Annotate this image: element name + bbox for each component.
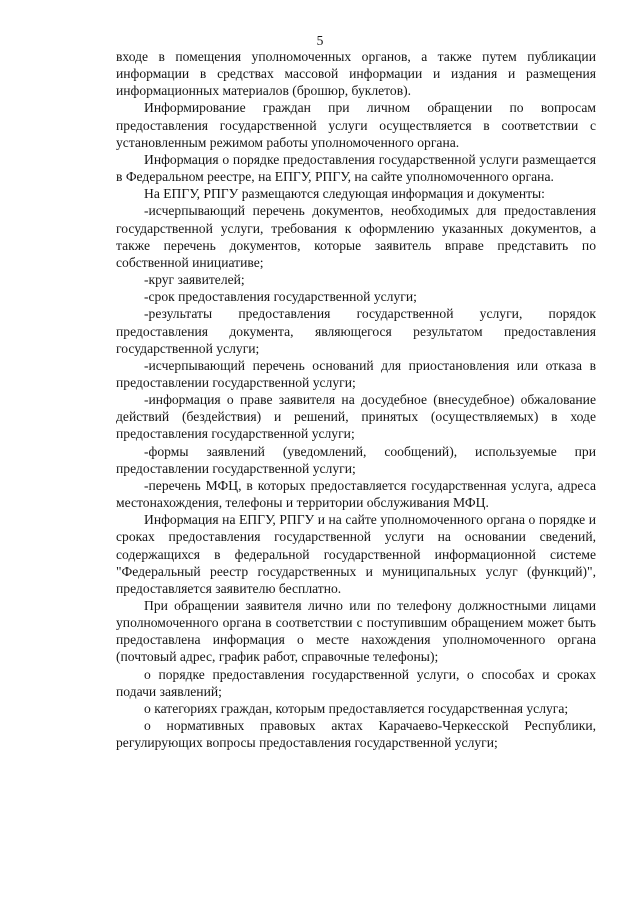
list-item-term: -срок предоставления государственной услуги; (144, 289, 417, 305)
paragraph-legal-acts: о нормативных правовых актах Карачаево-Черкесской Республики, регулирующих вопросы предоставления государственной услуги; (116, 718, 596, 751)
paragraph-free-information: Информация на ЕПГУ, РПГУ и на сайте уполномоченного органа о порядке и сроках предоставления государственной услуги на основании сведений, содержащихся в федеральной государственной информационной системе "Федеральный реестр государственных и муниципальных услуг (функций)", предоставляется заявителю бесплатно. (116, 512, 596, 596)
list-item-appeal-right: -информация о праве заявителя на досудебное (внесудебное) обжалование действий (бездействия) и решений, принятых (осуществляемых) в ходе предоставления государственной услуги; (116, 392, 596, 442)
paragraph-procedure: о порядке предоставления государственной услуги, о способах и сроках подачи заявлений; (116, 666, 596, 699)
document-body (116, 48, 596, 751)
list-item-mfc: -перечень МФЦ, в которых предоставляется государственная услуга, адреса местонахождения, телефоны и территории обслуживания МФЦ. (116, 477, 596, 511)
list-item-documents: -исчерпывающий перечень документов, необходимых для предоставления государственной услуги, требования к оформлению указанных документов, а также перечень документов, которые заявитель вправе представить по собственной инициативе; (116, 203, 596, 270)
paragraph-information-placement: Информация о порядке предоставления государственной услуги размещается в Федеральном реестре, на ЕПГУ, РПГУ, на сайте уполномоченного органа. (116, 151, 596, 185)
list-item-refusal-grounds: -исчерпывающий перечень оснований для приостановления или отказа в предоставлении государственной услуги; (116, 357, 596, 390)
paragraph-categories: о категориях граждан, которым предоставляется государственная услуга; (144, 700, 569, 716)
list-item-applicants: -круг заявителей; (144, 272, 245, 288)
paragraph-list-intro: На ЕПГУ, РПГУ размещаются следующая информация и документы: (144, 186, 545, 202)
list-item-forms: -формы заявлений (уведомлений, сообщений), используемые при предоставлении государственной услуги; (116, 443, 596, 476)
paragraph-personal-request: При обращении заявителя лично или по телефону должностными лицами уполномоченного органа в соответствии с поступившим обращением может быть предоставлена информация о месте нахождения уполномоченного органа (почтовый адрес, график работ, справочные телефоны); (116, 598, 596, 665)
paragraph-continuation: входе в помещения уполномоченных органов, а также путем публикации информации в средствах массовой информации и издания и размещения информационных материалов (брошюр, буклетов). (116, 49, 596, 99)
list-item-results: -результаты предоставления государственной услуги, порядок предоставления документа, являющегося результатом предоставления государственной услуги; (116, 306, 596, 356)
page-number: 5 (316, 33, 324, 48)
paragraph-informing-citizens: Информирование граждан при личном обращении по вопросам предоставления государственной услуги осуществляется в соответствии с установленным режимом работы уполномоченного органа. (116, 100, 596, 150)
